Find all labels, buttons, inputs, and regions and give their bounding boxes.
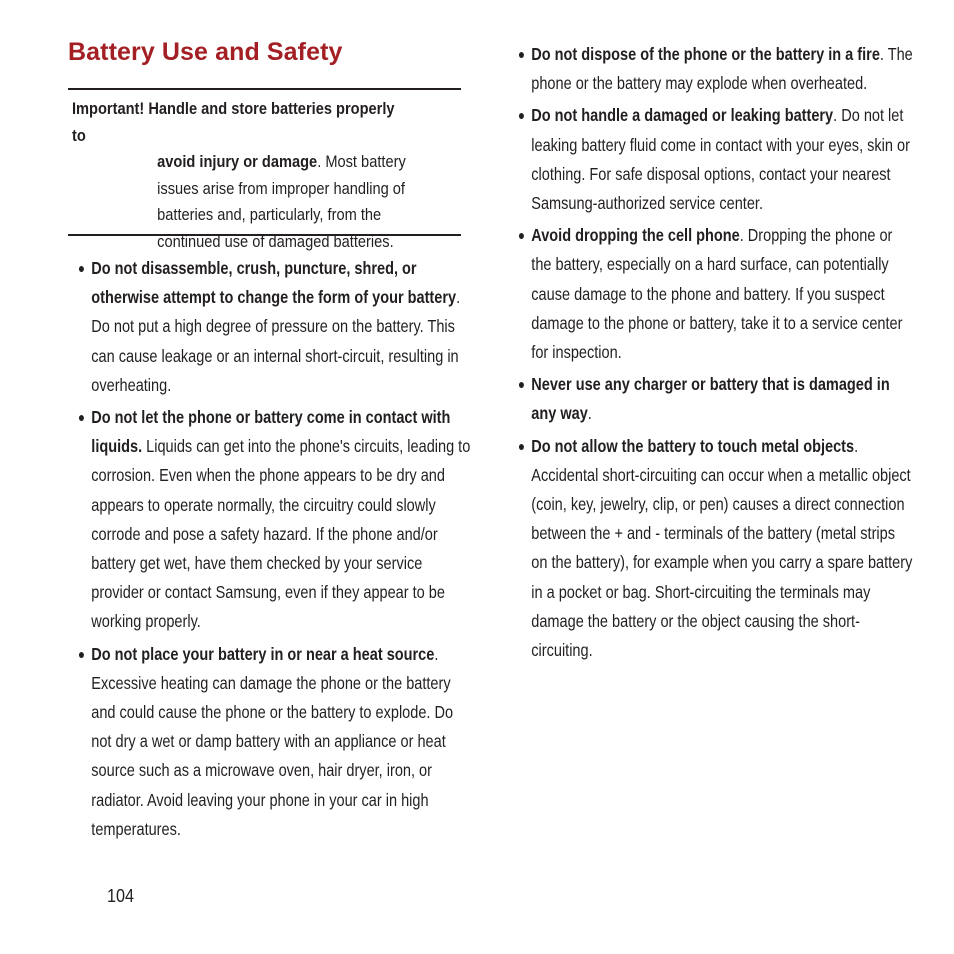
bullet-icon: ● [518,107,526,124]
list-item [518,221,913,367]
left-column [78,254,498,847]
bullet-icon: ● [518,227,526,244]
bottom-divider [68,234,461,236]
important-text-4: continued use of damaged batteries. [157,231,394,251]
bullet-text: . Accidental short-circuiting can occur when a metallic object (coin, key, jewelry, clip, or pen) causes a direct connection between the + and - terminals of the battery (metal strips on the battery), for example when you carry a spare battery in a pocket or bag. Short-circuiting the terminals may damage the battery or the object causing the short-circuiting. [531,435,913,661]
bullet-text: . Dropping the phone or the battery, especially on a hard surface, can potentially cause damage to the phone and battery. If you suspect damage to the phone or battery, take it to a service center for inspection. [531,225,903,363]
bullet-icon: ● [518,437,526,454]
bullet-text: . The phone or the battery may explode when overheated. [531,44,913,94]
bullet-icon: ● [518,376,526,393]
list-item [518,40,913,98]
list-item [78,403,473,637]
important-body [72,149,407,255]
list-item [78,640,473,844]
bullet-icon: ● [78,409,86,426]
bullet-text: . Do not let leaking battery fluid come in contact with your eyes, skin or clothing. For safe disposal options, contact your nearest Samsung-authorized service center. [531,105,910,214]
list-item [518,101,913,218]
list-item [518,432,913,666]
right-column [518,40,938,668]
bullet-heading: Avoid dropping the cell phone [531,225,740,246]
bullet-text: . [587,403,592,424]
page-number: 104 [107,886,135,906]
important-note [72,96,407,255]
important-text-3: batteries and, particularly, from the [157,205,382,224]
bullet-icon: ● [78,645,86,662]
bullet-heading: Do not place your battery in or near a heat source [91,643,435,664]
list-item [518,370,913,428]
bullet-heading: Do not handle a damaged or leaking battery [531,105,834,126]
bullet-heading: Do not let the phone or battery come in contact with liquids. [91,407,451,457]
bullet-text: . Do not put a high degree of pressure on the battery. This can cause leakage or an internal short-circuit, resulting in overheating. [91,287,461,395]
page-title: Battery Use and Safety [68,38,343,66]
list-item [78,254,473,400]
bullet-icon: ● [78,260,86,276]
important-text-2: issues arise from improper handling of [157,178,405,198]
bullet-text: Liquids can get into the phone's circuits, leading to corrosion. Even when the phone appears to be dry and appears to operate normally, the circuitry could slowly corrode and pose a safety hazard. If the phone and/or battery get wet, have them checked by your service provider or contact Samsung, even if they appear to be working properly. [91,436,471,632]
bullet-heading: Do not dispose of the phone or the battery in a fire [531,44,880,64]
important-text-1: . Most battery [317,152,406,171]
bullet-icon: ● [518,46,526,62]
bullet-heading: Do not allow the battery to touch metal objects [531,435,855,456]
important-lead-2: avoid injury or damage [157,152,318,171]
important-lead: Important! Handle and store batteries properly to [72,99,395,145]
bullet-text: . Excessive heating can damage the phone or the battery and could cause the phone or the battery to explode. Do not dry a wet or damp battery with an appliance or heat source such as a microwave oven, hair dryer, iron, or radiator. Avoid leaving your phone in your car in high temperatures. [91,643,454,839]
top-divider [68,88,461,90]
bullet-heading: Never use any charger or battery that is damaged in any way [531,374,890,424]
bullet-heading: Do not disassemble, crush, puncture, shred, or otherwise attempt to change the form of your battery [91,258,457,308]
important-line-1 [72,96,407,149]
